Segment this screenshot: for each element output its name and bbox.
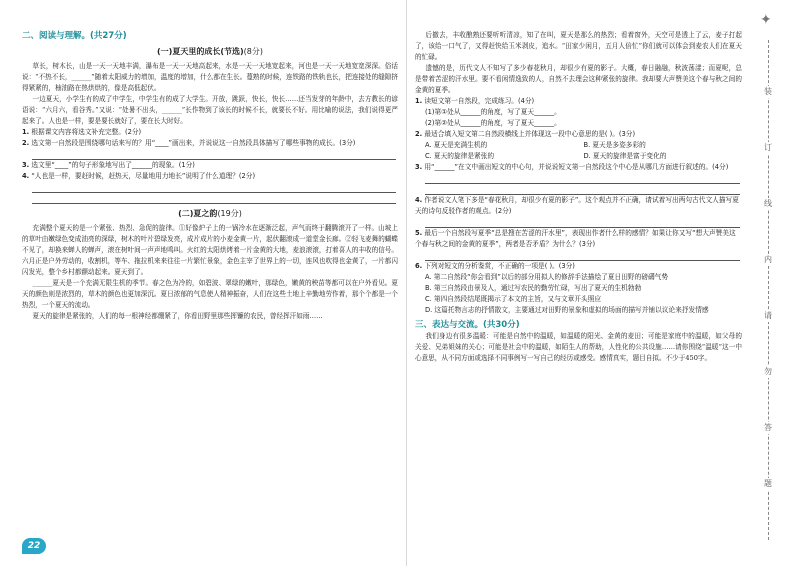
question-text: 作者说文人笔下多是“春花秋月，却很少有夏的影子”。这个观点并不正确，请试着写出两句古代文人描写夏天的诗句反驳作者的观点。(2分) [415,196,739,215]
option-c[interactable]: C. 第四自然段结尾既揭示了本文的主旨，又与文章开头照应 [425,295,602,303]
section-title-writing: 三、表达与交流。(共30分) [415,320,520,330]
question-r2-options-row2 [415,151,742,162]
question-text: “人也是一样，要赶时候，赶热天，尽量地用力地长”说明了什么道理？(2分) [31,172,256,180]
question-r1-sub2[interactable]: (2)第②处从______的角度，写了夏天______。 [425,119,561,127]
right-page [415,0,742,566]
answer-line[interactable] [425,173,740,184]
question-text: 根据课文内容将选文补充完整。(2分) [31,128,142,136]
option-b[interactable]: B. 第三自然段由景及人，通过写农民的勤劳忙碌，写出了夏天的生机勃勃 [425,284,642,292]
answer-line[interactable] [32,182,396,193]
option-d[interactable]: D. 这篇托物言志的抒情散文，主要通过对田野的景象和虚拟的场面的描写并铺以议论来抒发情感 [425,306,709,314]
passage1-title-text: (一)夏天里的成长(节选) [157,47,244,56]
question-number: 1. [415,97,423,105]
passage2-paragraph-1: 充满整个夏天的是一个紧张、热烈、急促的旋律。①好像炉子上的一锅冷水在逐渐泛起，声气而终于翻腾滚开了一样。山坡上的草叶由嫩绿色变成油亮的深绿，树木的叶片碧绿发亮，成片成片的小麦金黄一片，起伏翻滚成一道堂金长廊。②轻飞麦舞的蝴蝶不见了，却换来蝉人的蝉声，滚在树叶间一声声地鸣叫。火红的太阳烘烤着一片金黄的大地，麦浪滚滚，打着喜人的丰收的信号。六月正是户外劳动的，收割机，等车、拖拉机来来往往一片繁忙景象，金色主宰了世界上的一切，连风也吹得也金黄了，一片都闪闪发光，整个乡村都颤动起来。夏天到了。 [22,224,398,276]
binding-char: 内 [760,254,776,266]
binding-char: 装 [760,86,776,98]
binding-dashed-line [768,40,769,540]
question-number: 2. [22,139,30,147]
section-title-reading: 二、阅读与理解。(共27分) [22,31,127,41]
question-number: 4. [415,196,423,204]
left-page [22,0,398,566]
question-r3 [415,162,742,173]
writing-prompt: 我们身边有很多温暖：可能是自然中的温暖，如温暖的阳光、金黄的麦田；可能是家庭中的温暖，如父母的关爱、兄弟姐妹的关心；可能是社会中的温暖，如陌生人的帮助，人性化的公共设施……请你围绕“温暖”这一中心意思，从不同方面或选择不同事例写一写自己的经历或感受。感情真实，题目自拟。不少于450字。 [415,332,742,362]
passage1-score: (8分) [243,47,263,56]
page-fold-divider [406,0,407,566]
question-text: 选文第一自然段是围绕哪句话来写的？用“____”画出来，并说说这一自然段具体描写了哪些事物的成长。(3分) [31,139,356,147]
passage1-paragraph-2: 一边夏天，小学生有的成了中学生，中学生有的成了大学生。开放，跳跃，快长，快长……还当发芽的年龄中，去方教长的谚语说：“六月六，看谷秀。”又说：“处暑不出头，______”长作物到了该长的时候不长，就要长不好。用比喻的说法，我们说得更严起来了。人也是一样，要是要长就好了，要在长大时好。 [22,95,398,125]
question-r6 [415,261,742,272]
question-text: 选文里“____”的句子形象地写出了______的现象。(1分) [31,161,195,169]
passage1-title [22,46,398,58]
question-number: 5. [415,229,423,237]
passage2-paragraph-4: 后撤去，丰收酿熟还要听听清凉，知了在叫，夏天是那么的热烈；看着窗外，天空可是透上了云，麦子打起了，该给一口气了，又得赶快给玉米剥皮，追水。“田家少闲月，五月人倍忙”你们就可以体会到麦农人们在夏天的忙碌。 [415,31,742,61]
question-text: 最适合填入短文第二自然段横线上并体现这一段中心意思的是( )。(3分) [424,130,636,138]
question-r5 [415,228,742,250]
passage2-title [22,208,398,220]
question-number: 4. [22,172,30,180]
answer-line[interactable] [425,250,740,261]
option-c[interactable]: C. 夏天的旋律是紧张的 [425,152,495,160]
question-r1 [415,96,742,107]
question-2 [22,138,398,149]
passage2-title-text: (二)夏之韵 [178,209,218,218]
question-number: 3. [415,163,423,171]
option-a[interactable]: A. 夏天是充满生机的 [425,141,488,149]
passage2-paragraph-3: 夏天的旋律是紧张的，人们的每一根神经都绷紧了，你看田野里那些挥镰的农民，曾经挥汗如雨…… [32,312,323,320]
option-d[interactable]: D. 夏天的旋律是富于变化的 [583,152,667,160]
swirl-ornament-icon: ✦ [760,12,772,28]
question-number: 3. [22,161,30,169]
question-1 [22,127,398,138]
question-text: 最后一个自然段写夏季“总是搜在苦涩的汗水里”，表现出作者什么样的感情？如果让你又写“想大声赞美这个春与秋之间的金黄的夏季”，两者是否矛盾？为什么？(3分) [415,229,736,248]
question-4 [22,171,398,182]
binding-char: 勿 [760,366,776,378]
page-number: 22 [22,538,46,554]
passage2-paragraph-5: 遗憾的是，历代文人不知写了多少春花秋月，却很少有夏的影子。大概，春日融融，秋波荡漾；而夏呢，总是带着苦涩的汗水里。要不看闲情逸致的人，自然不去理会这种紧张的旋律。我却要大声赞美这个春与秋之间的金黄的夏季。 [415,64,742,94]
passage1-paragraph-1: 草长，树木长，山是一天一天地丰满，瀑布是一天一天地高起来，水是一天一天地宽起来，河也是一天一天地宽宽深深。俗话说：“不热不长，______”随着太阳威力的增加，温度的增加，什么都在生长。蔓熟的时候，连铁路的铁轨也长，把连接处的缝隙挤得紧紧的，柚油路在热烘烘的，像是高低起伏。 [22,62,398,92]
question-text: 读短文第一自然段，完成练习。(4分) [424,97,535,105]
question-number: 2. [415,130,423,138]
option-a[interactable]: A. 第二自然段“你会看到”以后的部分用拟人的修辞手法描绘了夏日田野的磅礴气势 [425,273,669,281]
question-text: 用“______”在文中画出短文的中心句，并说说短文第一自然段这个中心是从哪几方面进行叙述的。(4分) [424,163,729,171]
passage2-score: (19分) [217,209,242,218]
binding-char: 线 [760,198,776,210]
option-b[interactable]: B. 夏天是多姿多彩的 [583,141,646,149]
binding-char: 请 [760,310,776,322]
binding-char: 答 [760,422,776,434]
question-text: 下列对短文的分析鉴赏，不正确的一项是( )。(3分) [424,262,575,270]
question-number: 1. [22,128,30,136]
answer-line[interactable] [32,193,396,204]
binding-margin [752,0,800,566]
question-number: 6. [415,262,423,270]
question-r1-sub1[interactable]: (1)第①处从______的角度，写了夏天______。 [425,108,561,116]
question-r2-options-row1 [415,140,742,151]
question-3 [22,160,398,171]
answer-line[interactable] [425,217,740,228]
question-r2 [415,129,742,140]
answer-line[interactable] [425,184,740,195]
binding-char: 题 [760,478,776,490]
question-r4 [415,195,742,217]
answer-line[interactable] [32,149,396,160]
passage2-paragraph-2: ______夏天是一个充满无限生机的季节。春之色为冷的，如碧波、翠绿的嫩叶，那绿色，嫩黄的秧苗等都可以在户外看见。夏天的颜色则是浓烈的，草木的颜色也更加深沉。夏日浓郁的气息使人精神振奋，人们在这些土地上辛勤地劳作着，那个个都是一个热烈，一个夏天的流动。 [22,279,398,309]
binding-char: 订 [760,142,776,154]
